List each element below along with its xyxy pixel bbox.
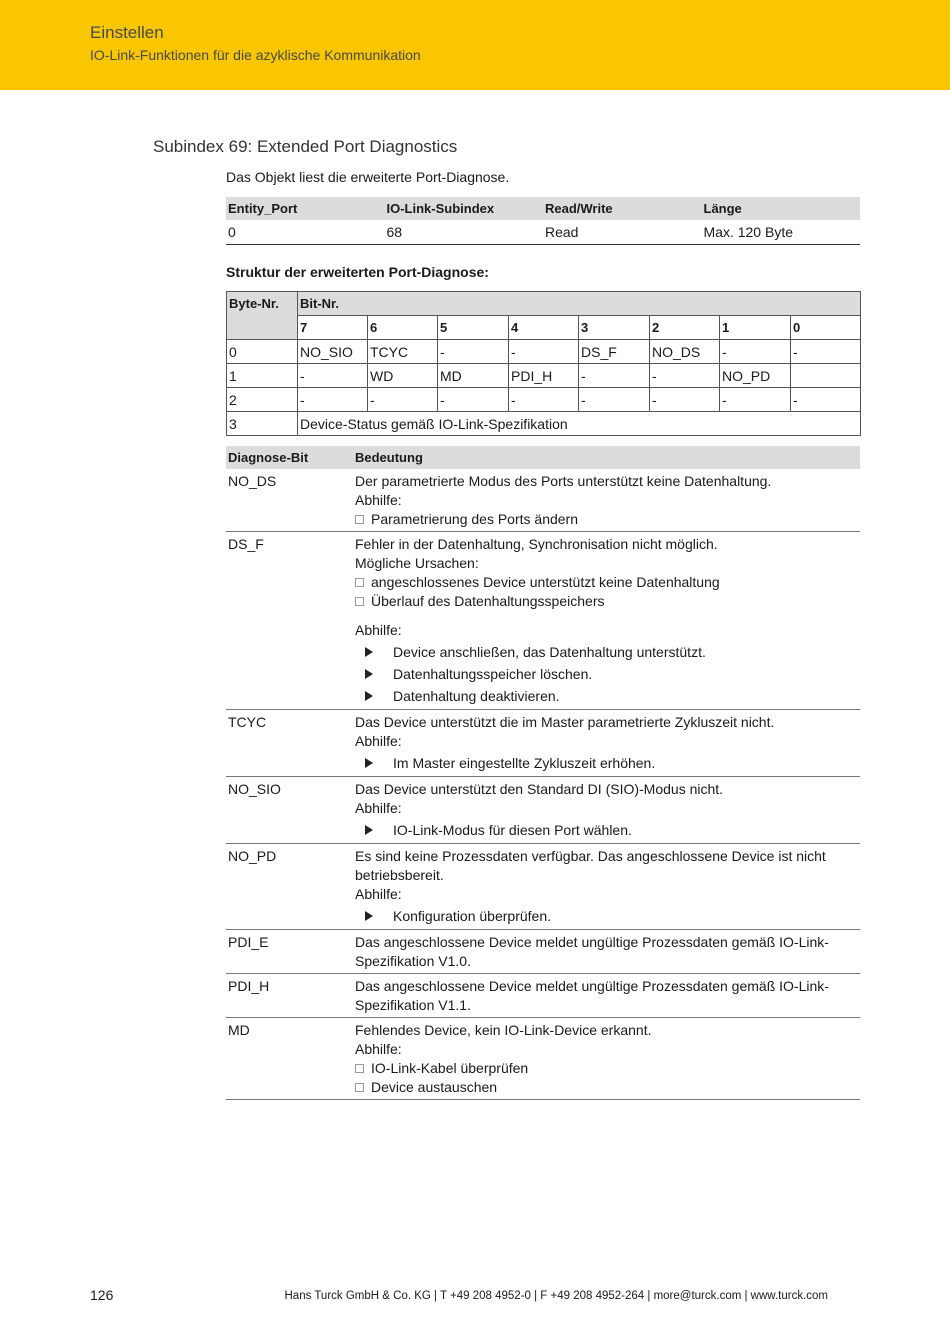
bit-cell: PDI_H bbox=[509, 364, 579, 388]
triangle-arrow-icon bbox=[365, 647, 373, 657]
bit-cell: - bbox=[650, 364, 720, 388]
diagnose-table bbox=[226, 446, 860, 1100]
list-item-text: Device austauschen bbox=[371, 1079, 498, 1095]
action-text: IO-Link-Modus für diesen Port wählen. bbox=[393, 822, 632, 838]
square-bullet-icon bbox=[355, 1083, 364, 1092]
square-bullet-icon bbox=[355, 597, 364, 606]
diagnose-desc: Das angeschlossene Device meldet ungültige Prozessdaten gemäß IO-Link-Spezifikation V1.0. bbox=[355, 934, 829, 969]
header-subtitle: IO-Link-Funktionen für die azyklische Kommunikation bbox=[90, 47, 421, 63]
device-status-cell: Device-Status gemäß IO-Link-Spezifikation bbox=[298, 412, 861, 436]
table-row bbox=[226, 1018, 860, 1100]
list-item-text: IO-Link-Kabel überprüfen bbox=[371, 1060, 529, 1076]
action-text: Datenhaltung deaktivieren. bbox=[393, 688, 560, 704]
table-row bbox=[226, 930, 860, 974]
list-item-text: angeschlossenes Device unterstützt keine Datenhaltung bbox=[371, 574, 720, 590]
header-diagnose-bit: Diagnose-Bit bbox=[226, 446, 353, 469]
bit-cell: - bbox=[650, 388, 720, 412]
triangle-arrow-icon bbox=[365, 825, 373, 835]
bit-cell: - bbox=[579, 388, 650, 412]
footer-contact: Hans Turck GmbH & Co. KG | T +49 208 4952-0 | F +49 208 4952-264 | more@turck.com | www.turck.com bbox=[284, 1290, 828, 1302]
bit-label: 7 bbox=[298, 316, 368, 340]
access-table bbox=[226, 197, 860, 245]
bit-cell: DS_F bbox=[579, 340, 650, 364]
action-item bbox=[355, 819, 858, 841]
action-item bbox=[355, 905, 858, 927]
header-bedeutung: Bedeutung bbox=[353, 446, 860, 469]
bit-cell: - bbox=[509, 340, 579, 364]
action-item bbox=[355, 663, 858, 685]
diagnose-meaning bbox=[353, 469, 860, 532]
diagnose-code: NO_PD bbox=[226, 844, 353, 930]
table-row bbox=[227, 364, 861, 388]
bit-label: 6 bbox=[368, 316, 438, 340]
bit-cell: - bbox=[368, 388, 438, 412]
triangle-arrow-icon bbox=[365, 669, 373, 679]
diagnose-code: TCYC bbox=[226, 710, 353, 777]
bit-label: 5 bbox=[438, 316, 509, 340]
diagnose-meaning bbox=[353, 710, 860, 777]
bit-label: 3 bbox=[579, 316, 650, 340]
bit-cell: - bbox=[438, 388, 509, 412]
diagnose-desc: Das Device unterstützt die im Master parametrierte Zykluszeit nicht. bbox=[355, 714, 775, 730]
cell-entity-port: 0 bbox=[226, 220, 385, 244]
section-intro: Das Objekt liest die erweiterte Port-Diagnose. bbox=[226, 169, 510, 185]
byte-number: 1 bbox=[227, 364, 298, 388]
diagnose-code: DS_F bbox=[226, 532, 353, 710]
structure-table bbox=[226, 291, 861, 436]
bit-cell: NO_DS bbox=[650, 340, 720, 364]
bit-cell: - bbox=[298, 364, 368, 388]
table-row bbox=[226, 974, 860, 1018]
list-item-text: Parametrierung des Ports ändern bbox=[371, 511, 578, 527]
list-item bbox=[355, 592, 858, 611]
square-bullet-icon bbox=[355, 1064, 364, 1073]
bit-cell: NO_PD bbox=[720, 364, 791, 388]
action-item bbox=[355, 752, 858, 774]
diagnose-code: PDI_H bbox=[226, 974, 353, 1018]
header-byte-nr: Byte-Nr. bbox=[227, 292, 298, 340]
byte-number: 2 bbox=[227, 388, 298, 412]
page-header bbox=[0, 0, 950, 90]
table-row bbox=[226, 844, 860, 930]
bit-cell: NO_SIO bbox=[298, 340, 368, 364]
table-row bbox=[226, 220, 860, 244]
abhilfe-label: Abhilfe: bbox=[355, 733, 402, 749]
byte-number: 3 bbox=[227, 412, 298, 436]
bit-label: 4 bbox=[509, 316, 579, 340]
bit-cell: - bbox=[579, 364, 650, 388]
structure-title: Struktur der erweiterten Port-Diagnose: bbox=[226, 264, 489, 280]
bit-label: 1 bbox=[720, 316, 791, 340]
structure-bit-row bbox=[227, 316, 861, 340]
square-bullet-icon bbox=[355, 515, 364, 524]
table-row bbox=[227, 412, 861, 436]
triangle-arrow-icon bbox=[365, 691, 373, 701]
bit-cell: - bbox=[438, 340, 509, 364]
abhilfe-label: Abhilfe: bbox=[355, 1041, 402, 1057]
bit-cell: MD bbox=[438, 364, 509, 388]
diagnose-code: PDI_E bbox=[226, 930, 353, 974]
cell-subindex: 68 bbox=[385, 220, 544, 244]
action-text: Device anschließen, das Datenhaltung unterstützt. bbox=[393, 644, 706, 660]
diagnose-desc: Der parametrierte Modus des Ports unterstützt keine Datenhaltung. bbox=[355, 473, 772, 489]
bit-label: 2 bbox=[650, 316, 720, 340]
bit-cell: - bbox=[720, 388, 791, 412]
diagnose-header-row bbox=[226, 446, 860, 469]
diagnose-code: NO_DS bbox=[226, 469, 353, 532]
list-item bbox=[355, 510, 858, 529]
list-item bbox=[355, 1059, 858, 1078]
bit-cell: - bbox=[509, 388, 579, 412]
diagnose-meaning bbox=[353, 930, 860, 974]
list-item bbox=[355, 1078, 858, 1097]
list-item bbox=[355, 573, 858, 592]
triangle-arrow-icon bbox=[365, 758, 373, 768]
bit-cell: - bbox=[720, 340, 791, 364]
diagnose-meaning bbox=[353, 844, 860, 930]
header-subindex: IO-Link-Subindex bbox=[385, 197, 544, 220]
bit-cell: - bbox=[298, 388, 368, 412]
cell-length: Max. 120 Byte bbox=[702, 220, 861, 244]
table-row bbox=[227, 340, 861, 364]
access-table-header bbox=[226, 197, 860, 220]
diagnose-desc: Es sind keine Prozessdaten verfügbar. Das angeschlossene Device ist nicht betriebsbereit. bbox=[355, 848, 826, 883]
diagnose-meaning bbox=[353, 1018, 860, 1100]
list-item-text: Überlauf des Datenhaltungsspeichers bbox=[371, 593, 605, 609]
header-title: Einstellen bbox=[90, 23, 164, 42]
diagnose-desc: Fehlendes Device, kein IO-Link-Device erkannt. bbox=[355, 1022, 652, 1038]
diagnose-meaning bbox=[353, 777, 860, 844]
abhilfe-label: Abhilfe: bbox=[355, 622, 402, 638]
bit-cell: TCYC bbox=[368, 340, 438, 364]
action-text: Konfiguration überprüfen. bbox=[393, 908, 551, 924]
abhilfe-label: Abhilfe: bbox=[355, 492, 402, 508]
header-read-write: Read/Write bbox=[543, 197, 702, 220]
abhilfe-label: Abhilfe: bbox=[355, 800, 402, 816]
header-entity-port: Entity_Port bbox=[226, 197, 385, 220]
bit-cell bbox=[791, 364, 861, 388]
action-text: Im Master eingestellte Zykluszeit erhöhen. bbox=[393, 755, 656, 771]
section-title: Subindex 69: Extended Port Diagnostics bbox=[153, 137, 458, 156]
table-row bbox=[226, 532, 860, 710]
square-bullet-icon bbox=[355, 578, 364, 587]
header-bit-nr: Bit-Nr. bbox=[298, 292, 861, 316]
bit-cell: WD bbox=[368, 364, 438, 388]
table-row bbox=[226, 469, 860, 532]
diagnose-meaning bbox=[353, 532, 860, 710]
diagnose-desc: Das angeschlossene Device meldet ungültige Prozessdaten gemäß IO-Link-Spezifikation V1.1. bbox=[355, 978, 829, 1013]
table-row bbox=[227, 388, 861, 412]
structure-header-row bbox=[227, 292, 861, 316]
bit-cell: - bbox=[791, 388, 861, 412]
header-length: Länge bbox=[702, 197, 861, 220]
causes-label: Mögliche Ursachen: bbox=[355, 555, 479, 571]
byte-number: 0 bbox=[227, 340, 298, 364]
diagnose-meaning bbox=[353, 974, 860, 1018]
table-row bbox=[226, 777, 860, 844]
diagnose-desc: Das Device unterstützt den Standard DI (SIO)-Modus nicht. bbox=[355, 781, 724, 797]
diagnose-desc: Fehler in der Datenhaltung, Synchronisation nicht möglich. bbox=[355, 536, 718, 552]
action-item bbox=[355, 685, 858, 707]
bit-label: 0 bbox=[791, 316, 861, 340]
bit-cell: - bbox=[791, 340, 861, 364]
page-number: 126 bbox=[90, 1287, 114, 1303]
triangle-arrow-icon bbox=[365, 911, 373, 921]
action-text: Datenhaltungsspeicher löschen. bbox=[393, 666, 593, 682]
abhilfe-label: Abhilfe: bbox=[355, 886, 402, 902]
cell-read-write: Read bbox=[543, 220, 702, 244]
diagnose-code: MD bbox=[226, 1018, 353, 1100]
action-item bbox=[355, 641, 858, 663]
table-row bbox=[226, 710, 860, 777]
diagnose-code: NO_SIO bbox=[226, 777, 353, 844]
